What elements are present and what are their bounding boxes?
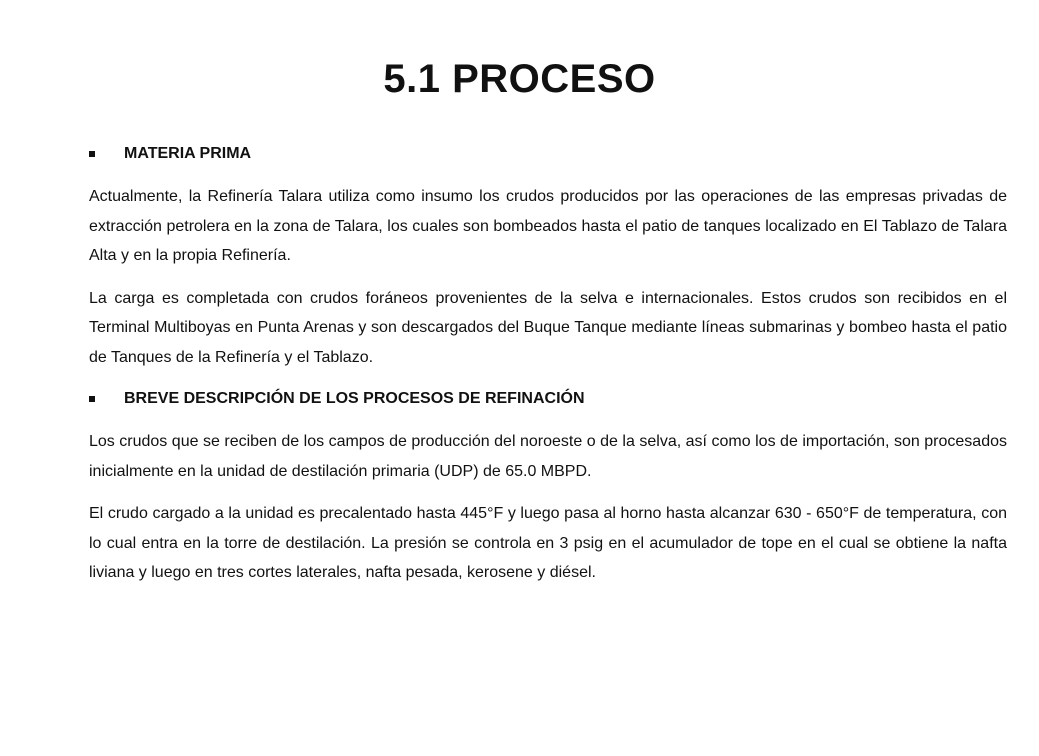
page-title: 5.1 PROCESO [383, 57, 656, 101]
paragraph: La carga es completada con crudos foráneos provenientes de la selva e internacionales. Estos crudos son recibidos en el Terminal Multiboyas en Punta Arenas y son descargados del Buque Tanque mediante líneas submarinas y bombeo hasta el patio de Tanques de la Refinería y el Tablazo. [89, 289, 1007, 366]
square-bullet-icon [89, 151, 95, 157]
paragraph: Los crudos que se reciben de los campos de producción del noroeste o de la selva, así como los de importación, son procesados inicialmente en la unidad de destilación primaria (UDP) de 65.0 MBPD. [89, 433, 1007, 480]
square-bullet-icon [89, 396, 95, 402]
section-heading-text: MATERIA PRIMA [124, 145, 252, 162]
paragraph: Actualmente, la Refinería Talara utiliza como insumo los crudos producidos por las operaciones de las empresas privadas de extracción petrolera en la zona de Talara, los cuales son bombeados hasta el patio de tanques localizado en El Tablazo de Talara Alta y en la propia Refinería. [89, 188, 1007, 264]
section-heading-text: BREVE DESCRIPCIÓN DE LOS PROCESOS DE REFINACIÓN [124, 390, 585, 407]
section-heading-materia-prima [89, 140, 1007, 168]
section-heading-procesos-refinacion [89, 385, 1007, 413]
document-body [89, 140, 1007, 601]
paragraph: El crudo cargado a la unidad es precalentado hasta 445°F y luego pasa al horno hasta alcanzar 630 - 650°F de temperatura, con lo cual entra en la torre de destilación. La presión se controla en 3 psig en el acumulador de tope en el cual se obtiene la nafta liviana y luego en tres cortes laterales, nafta pesada, kerosene y diésel. [89, 505, 1007, 581]
